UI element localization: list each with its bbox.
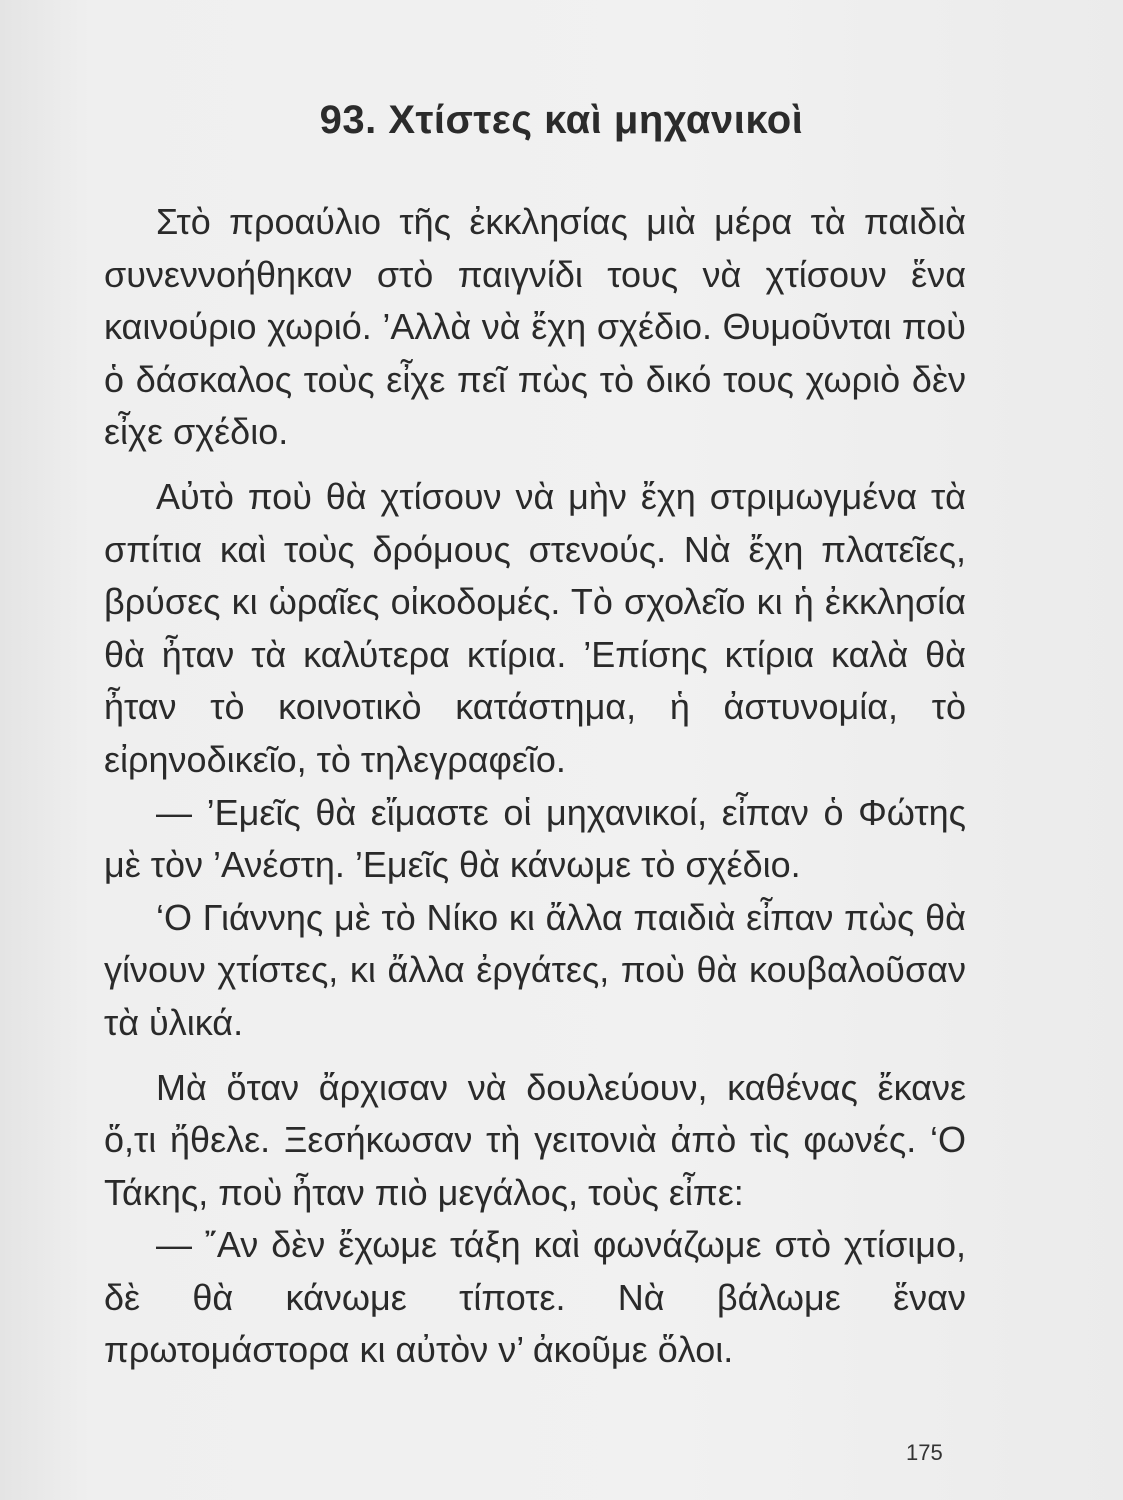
page-number: 175 [906,1440,943,1465]
paragraph-5: Μὰ ὅταν ἄρχισαν νὰ δουλεύουν, καθένας ἔκανε ὅ,τι ἤθελε. Ξεσήκωσαν τὴ γειτονιὰ ἀπὸ τὶς φωνές. ‘Ο Τάκης, ποὺ ἦταν πιὸ μεγάλος, τοὺς εἶπε: [104,1066,966,1213]
paragraph-4: ‘Ο Γιάννης μὲ τὸ Νίκο κι ἄλλα παιδιὰ εἶπαν πὼς θὰ γίνουν χτίστες, κι ἄλλα ἐργάτες, ποὺ θὰ κουβαλοῦσαν τὰ ὑλικά. [104,896,966,1043]
chapter-title: 93. Χτίστες καὶ μηχανικοὶ [319,98,804,142]
paragraph-2: Αὐτὸ ποὺ θὰ χτίσουν νὰ μὴν ἔχη στριμωγμένα τὰ σπίτια καὶ τοὺς δρόμους στενούς. Νὰ ἔχη πλατεῖες, βρύσες κι ὡραῖες οἰκοδομές. Τὸ σχολεῖο κι ἡ ἐκκλησία θὰ ἦταν τὰ καλύτερα κτίρια. ’Επίσης κτίρια καλὰ θὰ ἦταν τὸ κοινοτικὸ κατάστημα, ἡ ἀστυνομία, τὸ εἰρηνοδικεῖο, τὸ τηλεγραφεῖο. [104,475,966,780]
paragraph-6-dialog: — ῎Αν δὲν ἔχωμε τάξη καὶ φωνάζωμε στὸ χτίσιμο, δὲ θὰ κάνωμε τίποτε. Νὰ βάλωμε ἕναν πρωτομάστορα κι αὐτὸν ν’ ἀκοῦμε ὅλοι. [104,1224,966,1371]
body-text [104,196,966,1377]
paragraph-3-dialog: — ’Εμεῖς θὰ εἴμαστε οἱ μηχανικοί, εἶπαν ὁ Φώτης μὲ τὸν ’Ανέστη. ’Εμεῖς θὰ κάνωμε τὸ σχέδιο. [104,791,966,886]
paragraph-1: Στὸ προαύλιο τῆς ἐκκλησίας μιὰ μέρα τὰ παιδιὰ συνεννοήθηκαν στὸ παιγνίδι τους νὰ χτίσουν ἕνα καινούριο χωριό. ’Αλλὰ νὰ ἔχη σχέδιο. Θυμοῦνται ποὺ ὁ δάσκαλος τοὺς εἶχε πεῖ πὼς τὸ δικό τους χωριὸ δὲν εἶχε σχέδιο. [104,201,966,453]
